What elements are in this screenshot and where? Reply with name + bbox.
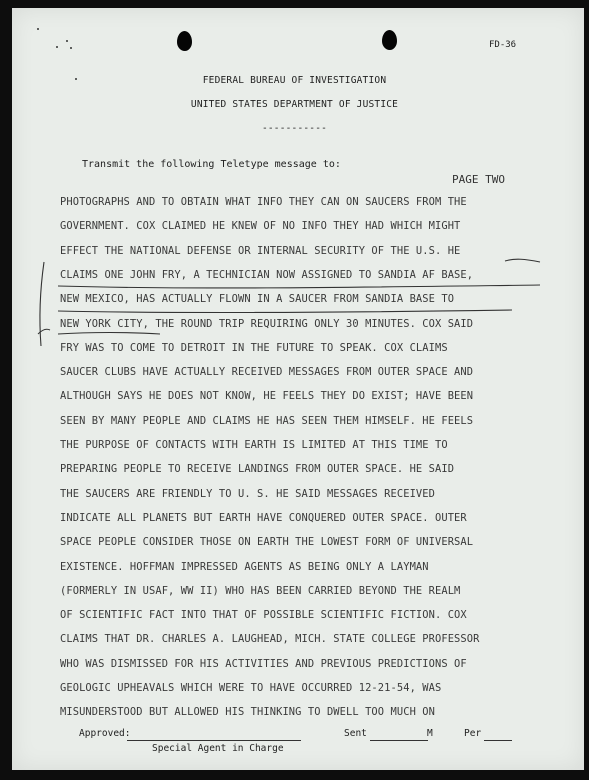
form-number: FD-36 [489,40,517,50]
body-line: EXISTENCE. HOFFMAN IMPRESSED AGENTS AS BEING ONLY A LAYMAN [60,560,429,573]
body-line: SAUCER CLUBS HAVE ACTUALLY RECEIVED MESSAGES FROM OUTER SPACE AND [60,366,474,379]
binder-hole-left [177,31,192,51]
transmit-instruction: Transmit the following Teletype message to: [82,159,341,170]
speck [66,40,68,42]
body-line: GEOLOGIC UPHEAVALS WHICH WERE TO HAVE OCCURRED 12-21-54, WAS [60,682,442,694]
per-line [484,740,512,741]
speck [37,28,39,30]
body-line: PHOTOGRAPHS AND TO OBTAIN WHAT INFO THEY CAN ON SAUCERS FROM THE [60,196,467,208]
body-line: (FORMERLY IN USAF, WW II) WHO HAS BEEN CARRIED BEYOND THE REALM [60,584,461,597]
sent-line [370,740,428,741]
body-line: WHO WAS DISMISSED FOR HIS ACTIVITIES AND PREVIOUS PREDICTIONS OF [60,657,467,670]
body-line: SPACE PEOPLE CONSIDER THOSE ON EARTH THE LOWEST FORM OF UNIVERSAL [60,536,474,549]
header-separator: ----------- [261,123,328,134]
agency-title: FEDERAL BUREAU OF INVESTIGATION [202,75,387,86]
body-line: PREPARING PEOPLE TO RECEIVE LANDINGS FROM OUTER SPACE. HE SAID [60,463,455,476]
body-line: THE SAUCERS ARE FRIENDLY TO U. S. HE SAID MESSAGES RECEIVED [60,487,435,500]
body-line: INDICATE ALL PLANETS BUT EARTH HAVE CONQUERED OUTER SPACE. OUTER [60,511,467,524]
signature-caption: Special Agent in Charge [152,743,284,754]
body-line: THE PURPOSE OF CONTACTS WITH EARTH IS LIMITED AT THIS TIME TO [60,439,448,451]
binder-hole-right [382,30,397,50]
body-line: ALTHOUGH SAYS HE DOES NOT KNOW, HE FEELS THEY DO EXIST; HAVE BEEN [60,390,474,403]
body-line: CLAIMS ONE JOHN FRY, A TECHNICIAN NOW ASSIGNED TO SANDIA AF BASE, [60,268,474,281]
body-line: NEW MEXICO, HAS ACTUALLY FLOWN IN A SAUCER FROM SANDIA BASE TO [60,293,455,306]
speck [70,47,72,49]
page-label: PAGE TWO [452,173,505,186]
body-line: NEW YORK CITY, THE ROUND TRIP REQUIRING ONLY 30 MINUTES. COX SAID [60,317,474,330]
department-title: UNITED STATES DEPARTMENT OF JUSTICE [190,99,399,110]
body-line: EFFECT THE NATIONAL DEFENSE OR INTERNAL SECURITY OF THE U.S. HE [60,244,461,257]
body-line: SEEN BY MANY PEOPLE AND CLAIMS HE HAS SEEN THEM HIMSELF. HE FEELS [60,414,474,427]
per-label: Per [464,728,482,739]
sent-label: Sent [344,728,367,739]
body-line: OF SCIENTIFIC FACT INTO THAT OF POSSIBLE SCIENTIFIC FICTION. COX [60,609,467,622]
approved-label: Approved: [79,728,131,739]
body-line: CLAIMS THAT DR. CHARLES A. LAUGHEAD, MICH. STATE COLLEGE PROFESSOR [60,633,480,646]
body-line: MISUNDERSTOOD BUT ALLOWED HIS THINKING TO DWELL TOO MUCH ON [60,706,435,719]
approved-signature-line [127,740,301,741]
body-line: GOVERNMENT. COX CLAIMED HE KNEW OF NO INFO THEY HAD WHICH MIGHT [60,220,461,233]
m-label: M [427,728,433,739]
speck [56,46,58,48]
body-line: FRY WAS TO COME TO DETROIT IN THE FUTURE TO SPEAK. COX CLAIMS [60,341,448,354]
